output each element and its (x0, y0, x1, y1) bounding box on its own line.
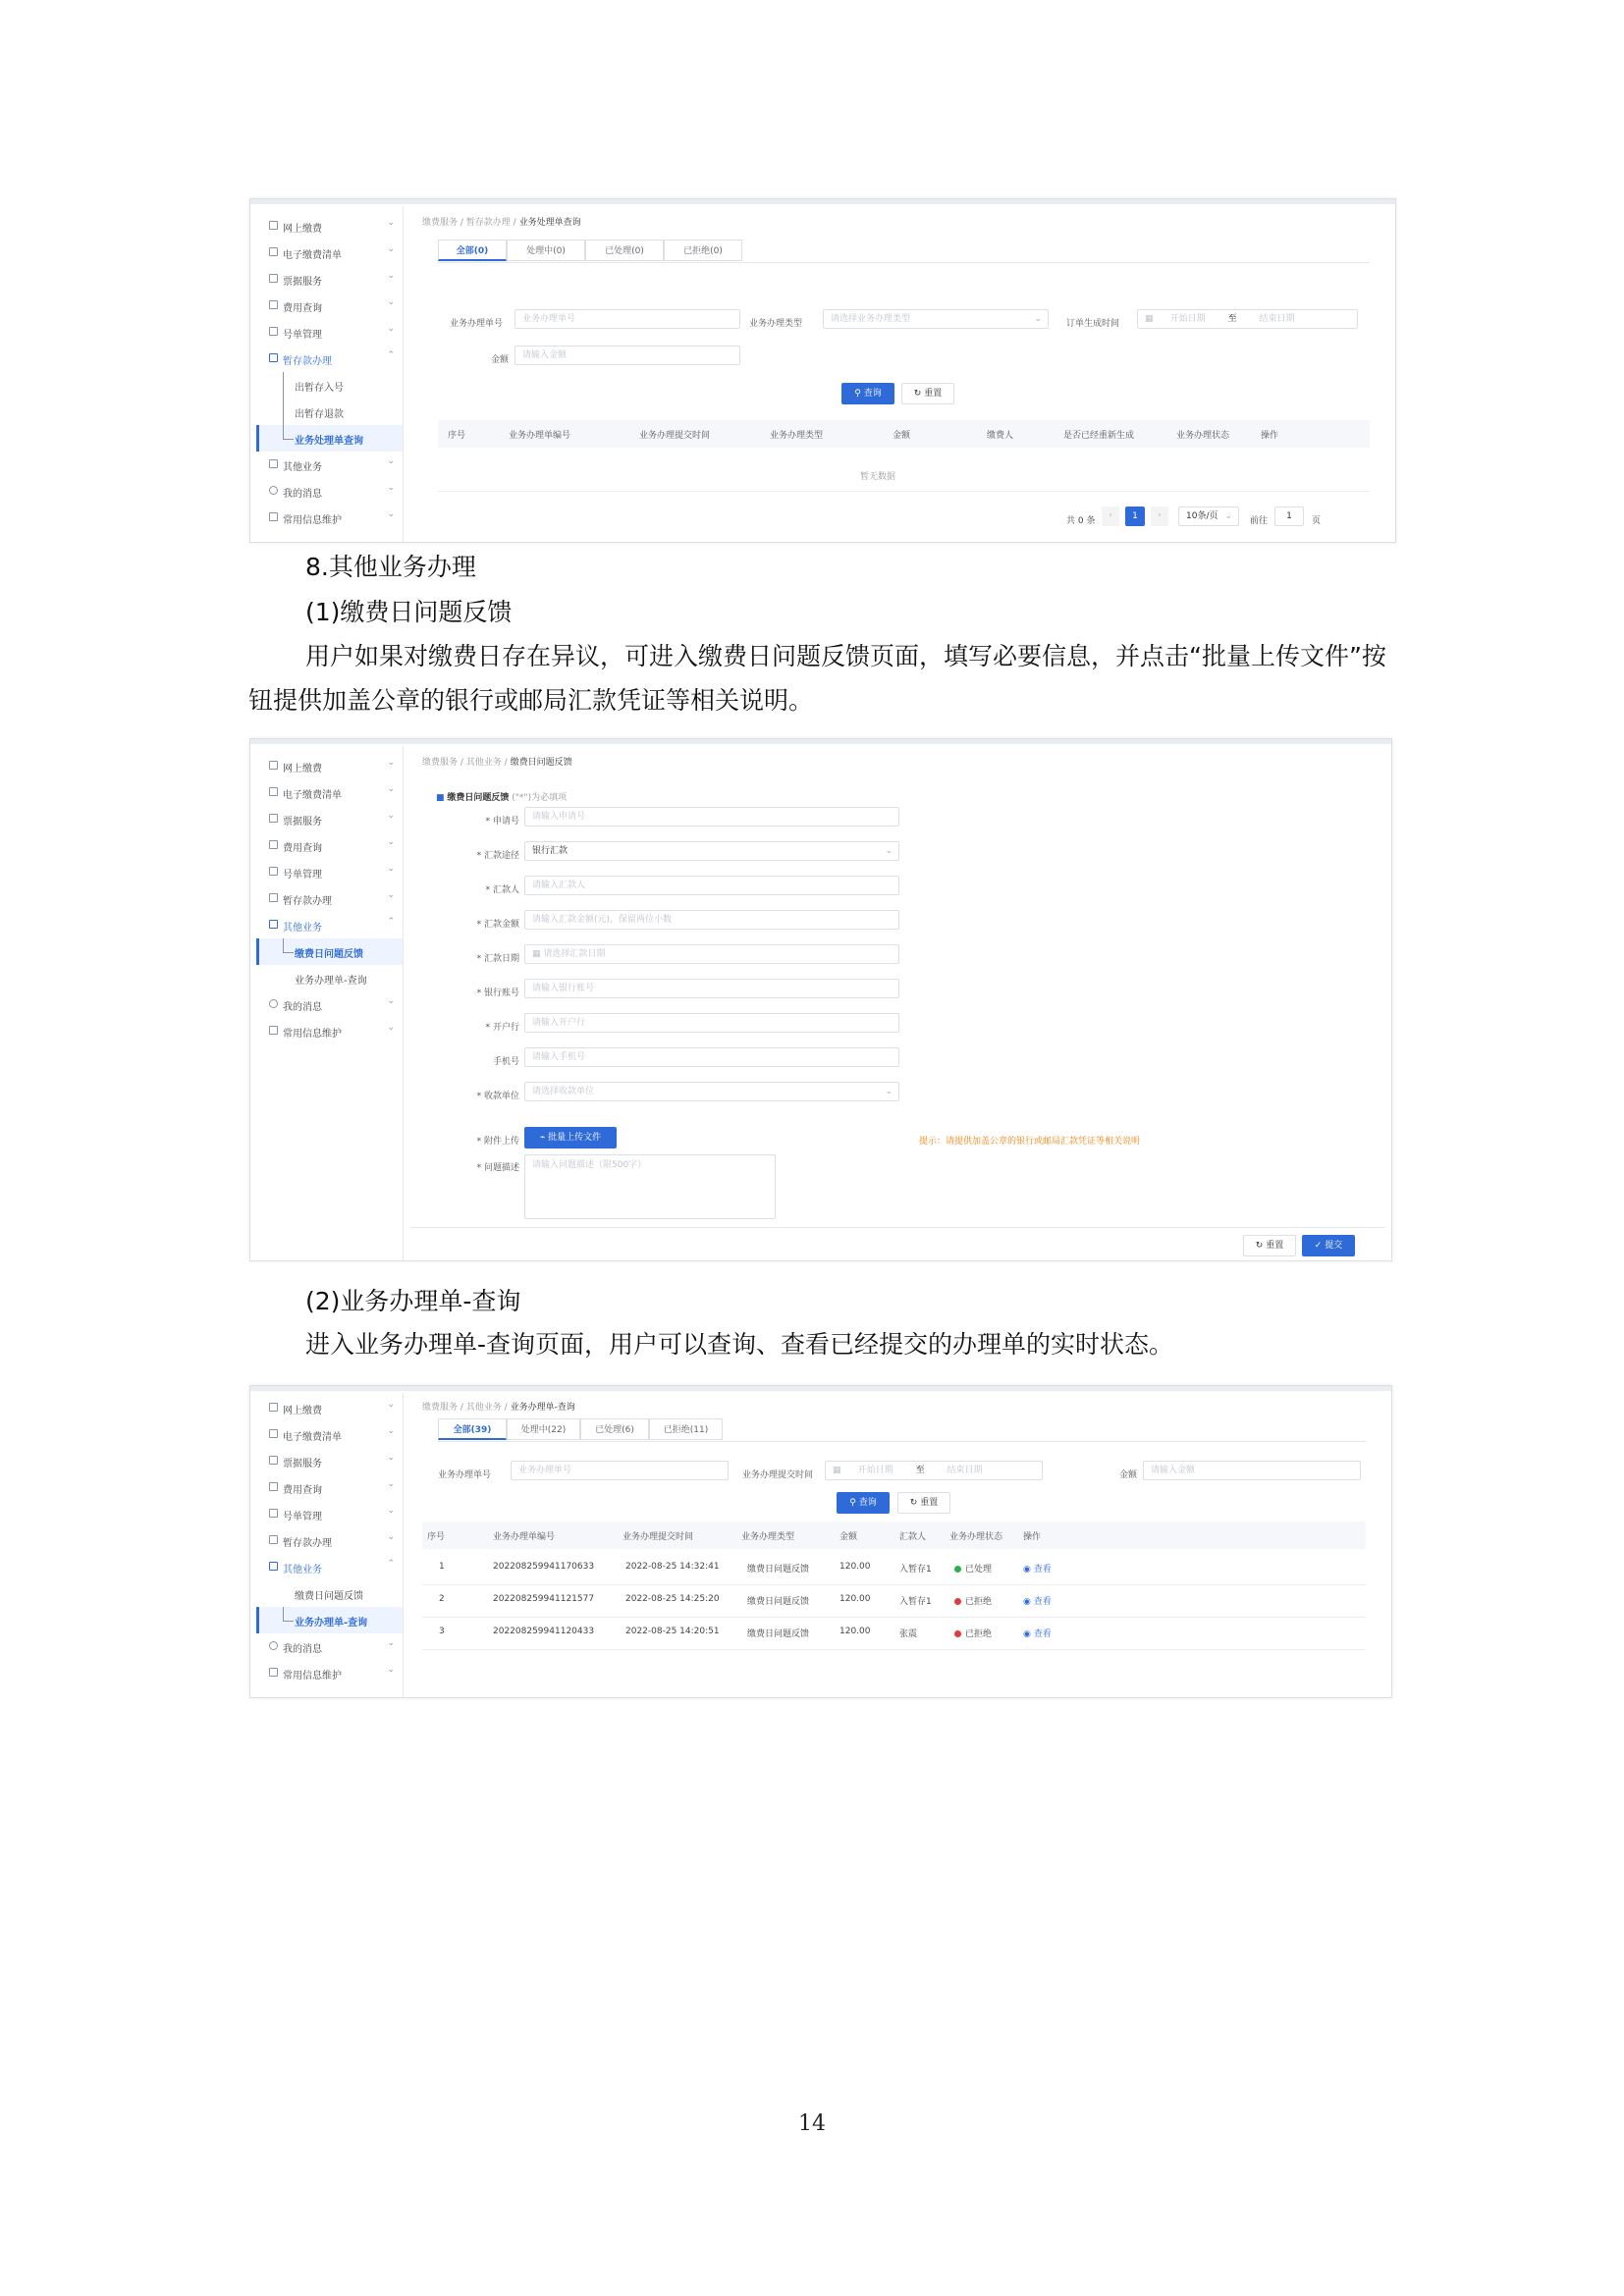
view-link[interactable]: ◉ 查看 (1023, 1597, 1052, 1607)
batch-upload-button[interactable]: ⌁ 批量上传文件 (524, 1127, 617, 1148)
col-header: 业务办理类型 (770, 431, 824, 441)
chevron-down-icon: ⌄ (387, 837, 395, 847)
type-select[interactable]: 请选择业务办理类型 ⌄ (823, 309, 1049, 329)
form-field-input[interactable]: 请输入汇款金额(元)，保留两位小数 (524, 910, 899, 930)
chevron-down-icon: ⌄ (387, 244, 395, 254)
form-field-label: * 银行账号 (476, 988, 519, 998)
chevron-down-icon: ⌄ (387, 1665, 395, 1675)
breadcrumb-item[interactable]: 其他业务 (465, 1403, 502, 1413)
form-field-input[interactable]: 请输入开户行 (524, 1013, 899, 1033)
edit-icon (269, 1026, 278, 1035)
sidebar-item-e-bill[interactable]: 电子缴费清单 ⌄ (256, 240, 403, 266)
eye-icon: ◉ (1023, 1629, 1034, 1639)
search-button[interactable]: ⚲ 查询 (837, 1492, 890, 1514)
breadcrumb: 缴费服务 / 其他业务 / 业务办理单-查询 (422, 1403, 575, 1413)
pager-total: 共 0 条 (1066, 516, 1096, 526)
invoice-icon (269, 1456, 278, 1465)
sidebar-item-messages[interactable]: 我的消息 ⌄ (256, 1633, 403, 1660)
section-heading: 8.其他业务办理 (305, 553, 476, 581)
cell-time: 2022-08-25 14:20:51 (625, 1627, 720, 1636)
status-dot (954, 1566, 961, 1573)
screenshot-order-query (249, 1385, 1392, 1698)
pager-goto-label: 前往 (1250, 516, 1269, 526)
col-header: 业务办理状态 (949, 1532, 1003, 1542)
chevron-down-icon: ⌄ (1224, 511, 1232, 521)
search-doc-icon (269, 300, 278, 309)
sidebar-item-e-bill[interactable]: 电子缴费清单 ⌄ (256, 1421, 403, 1448)
form-field-label: * 开户行 (485, 1023, 519, 1033)
form-field-select[interactable]: 请选择收款单位 ⌄ (524, 1082, 899, 1101)
form-field-label: * 汇款途径 (476, 851, 519, 861)
refresh-icon: ↻ (1255, 1241, 1264, 1251)
main-content (410, 1393, 1385, 1697)
wallet-icon (269, 221, 278, 230)
chevron-down-icon: ⌄ (387, 456, 395, 466)
chevron-down-icon: ⌄ (387, 890, 395, 900)
paragraph-2: 进入业务办理单-查询页面，用户可以查询、查看已经提交的办理单的实时状态。 (305, 1330, 1174, 1359)
col-header: 汇款人 (899, 1532, 927, 1542)
tab-all[interactable]: 全部(39) (438, 1418, 507, 1440)
col-header: 业务办理提交时间 (639, 431, 711, 441)
col-header: 缴费人 (987, 431, 1014, 441)
sidebar-item-invoice[interactable]: 票据服务 ⌄ (256, 266, 403, 293)
table-row (422, 1584, 1366, 1618)
tab-processed[interactable]: 已处理(0) (585, 240, 664, 261)
pager-page-1[interactable]: 1 (1125, 507, 1145, 526)
message-icon (269, 1641, 278, 1650)
breadcrumb-item[interactable]: 缴费服务 (422, 218, 459, 228)
search-doc-icon (269, 1482, 278, 1491)
cell-status: 已拒绝 (954, 1594, 992, 1607)
breadcrumb-item[interactable]: 暂存款办理 (465, 218, 511, 228)
col-header: 金额 (839, 1532, 858, 1542)
sidebar-item-number-mgmt[interactable]: 号单管理 ⌄ (256, 319, 403, 346)
sidebar-item-common-info[interactable]: 常用信息维护 ⌄ (256, 1660, 403, 1686)
main-content (410, 206, 1389, 542)
amount-input[interactable]: 请输入金额 (514, 346, 740, 365)
col-header: 业务办理提交时间 (623, 1532, 694, 1542)
paragraph-1: 用户如果对缴费日存在异议，可进入缴费日问题反馈页面，填写必要信息，并点击“批量上传文件”按钮提供加盖公章的银行或邮局汇款凭证等相关说明。 (248, 642, 1386, 715)
cell-no: 3 (439, 1627, 445, 1636)
amount-input[interactable]: 请输入金额 (1143, 1461, 1361, 1480)
cell-no: 1 (439, 1562, 445, 1572)
col-header: 金额 (893, 431, 911, 441)
col-header: 业务办理类型 (741, 1532, 795, 1542)
sidebar-item-deposit[interactable]: 暂存款办理 ⌃ (256, 346, 403, 372)
cell-amount: 120.00 (839, 1627, 871, 1636)
page-number: 14 (798, 2111, 826, 2136)
screenshot-deposit-query (249, 198, 1396, 543)
paperclip-icon: ⌁ (539, 1133, 546, 1143)
briefcase-icon (269, 1562, 278, 1571)
number-icon (269, 1509, 278, 1518)
chevron-down-icon: ⌄ (885, 846, 893, 856)
message-icon (269, 486, 278, 495)
tab-all[interactable]: 全部(0) (438, 240, 507, 261)
refresh-icon: ↻ (909, 1498, 918, 1508)
tree-line (283, 399, 294, 425)
sidebar (256, 206, 404, 542)
form-section-title: ■ 缴费日问题反馈 ("*")为必填项 (436, 793, 568, 803)
submit-button[interactable]: ✓ 提交 (1302, 1235, 1355, 1256)
date-range-picker[interactable]: ▦ 开始日期 至 结束日期 (1137, 309, 1358, 329)
chevron-down-icon: ⌄ (387, 1532, 395, 1542)
breadcrumb: 缴费服务 / 暂存款办理 / 业务处理单查询 (422, 218, 581, 228)
cell-status: 已拒绝 (954, 1627, 992, 1639)
form-field-label: * 申请号 (485, 817, 519, 827)
tab-processing[interactable]: 处理中(0) (507, 240, 585, 261)
sidebar-item-other[interactable]: 其他业务 ⌃ (256, 1554, 403, 1580)
list-icon (269, 1429, 278, 1438)
sidebar-subitem-deposit-query[interactable]: 业务处理单查询 (256, 425, 403, 452)
chevron-down-icon: ⌄ (387, 297, 395, 307)
chevron-down-icon: ⌄ (387, 1638, 395, 1648)
date-label: 业务办理提交时间 (742, 1470, 814, 1480)
form-field-input[interactable]: 请输入汇款人 (524, 876, 899, 895)
order-no-input[interactable]: 业务办理单号 (511, 1461, 729, 1480)
form-field-label: * 汇款金额 (476, 920, 519, 930)
form-field-date[interactable]: ▦ 请选择汇款日期 (524, 944, 899, 964)
sidebar-subitem-order-query[interactable]: 业务办理单-查询 (295, 976, 367, 987)
cell-payer: 入暂存1 (899, 1597, 932, 1607)
sidebar (256, 746, 404, 1260)
sidebar-item-messages[interactable]: 我的消息 ⌄ (256, 991, 403, 1018)
cell-payer: 张震 (899, 1629, 918, 1639)
upload-label: * 附件上传 (476, 1137, 519, 1147)
list-icon (269, 247, 278, 256)
sidebar-item-invoice[interactable]: 票据服务 ⌄ (256, 806, 403, 832)
check-icon: ✓ (1314, 1241, 1323, 1251)
cell-type: 缴费日问题反馈 (747, 1565, 810, 1575)
chevron-down-icon: ⌄ (387, 1479, 395, 1489)
breadcrumb-item[interactable]: 缴费服务 (422, 1403, 459, 1413)
chevron-down-icon: ⌄ (885, 1087, 893, 1096)
briefcase-icon (269, 459, 278, 468)
reset-button[interactable]: ↻ 重置 (901, 383, 954, 404)
sidebar-item-online-payment[interactable]: 网上缴费 ⌄ (256, 1395, 403, 1421)
cell-no: 2 (439, 1594, 445, 1604)
chevron-down-icon: ⌄ (387, 811, 395, 821)
message-icon (269, 999, 278, 1008)
sidebar-item-messages[interactable]: 我的消息 ⌄ (256, 478, 403, 505)
eye-icon: ◉ (1023, 1565, 1034, 1575)
subsection-heading-1: (1)缴费日问题反馈 (305, 598, 513, 626)
sidebar-item-fee-query[interactable]: 费用查询 ⌄ (256, 832, 403, 859)
cell-id: 202208259941121577 (493, 1594, 595, 1604)
table-row (422, 1617, 1366, 1650)
upload-tip: 提示：请提供加盖公章的银行或邮局汇款凭证等相关说明 (919, 1137, 1141, 1147)
col-header: 操作 (1261, 431, 1279, 441)
sidebar-item-other[interactable]: 其他业务 ⌄ (256, 452, 403, 478)
edit-icon (269, 512, 278, 521)
order-no-label: 业务办理单号 (438, 1470, 492, 1480)
form-field-label: * 汇款日期 (476, 954, 519, 964)
search-doc-icon (269, 840, 278, 849)
pager-next-button[interactable]: › (1151, 507, 1168, 526)
cell-payer: 入暂存1 (899, 1565, 932, 1575)
chevron-down-icon: ⌄ (387, 509, 395, 519)
cell-time: 2022-08-25 14:32:41 (625, 1562, 720, 1572)
deposit-icon (269, 353, 278, 362)
amount-label: 金额 (491, 355, 510, 365)
date-label: 订单生成时间 (1066, 319, 1120, 329)
pager-goto-input[interactable]: 1 (1274, 507, 1304, 526)
search-button[interactable]: ⚲ 查询 (841, 383, 894, 404)
empty-table-text: 暂无数据 (860, 472, 896, 482)
desc-label: * 问题描述 (476, 1163, 519, 1173)
sidebar-item-other[interactable]: 其他业务 ⌃ (256, 912, 403, 938)
page-size-select[interactable]: 10条/页 ⌄ (1178, 507, 1239, 526)
chevron-up-icon: ⌃ (387, 350, 395, 360)
list-icon (269, 787, 278, 796)
cell-amount: 120.00 (839, 1562, 871, 1572)
chevron-down-icon: ⌄ (387, 1400, 395, 1410)
chevron-down-icon: ⌄ (387, 483, 395, 493)
view-link[interactable]: ◉ 查看 (1023, 1629, 1052, 1639)
order-no-label: 业务办理单号 (450, 319, 504, 329)
sidebar-item-number-mgmt[interactable]: 号单管理 ⌄ (256, 1501, 403, 1527)
chevron-down-icon: ⌄ (387, 271, 395, 281)
deposit-icon (269, 1535, 278, 1544)
table-header (438, 420, 1370, 448)
tabs-divider (438, 1441, 1366, 1442)
cell-id: 202208259941170633 (493, 1562, 595, 1572)
footer-divider (410, 1227, 1385, 1228)
cell-type: 缴费日问题反馈 (747, 1597, 810, 1607)
cell-amount: 120.00 (839, 1594, 871, 1604)
table-row (422, 1552, 1366, 1585)
form-field-input[interactable]: 请输入手机号 (524, 1047, 899, 1067)
calendar-icon: ▦ (833, 1466, 841, 1475)
number-icon (269, 867, 278, 876)
chevron-down-icon: ⌄ (387, 758, 395, 768)
chevron-down-icon: ⌄ (387, 218, 395, 228)
sidebar (256, 1393, 404, 1697)
sidebar-item-online-payment[interactable]: 网上缴费 ⌄ (256, 213, 403, 240)
sidebar-subitem-deposit-refund[interactable]: 出暂存退款 (256, 399, 403, 425)
form-field-select[interactable]: 银行汇款 ⌄ (524, 841, 899, 861)
amount-label: 金额 (1119, 1470, 1138, 1480)
order-no-input[interactable]: 业务办理单号 (514, 309, 740, 329)
subsection-heading-2: (2)业务办理单-查询 (305, 1287, 521, 1315)
form-field-label: * 汇款人 (485, 885, 519, 895)
chevron-up-icon: ⌃ (387, 1559, 395, 1569)
view-link[interactable]: ◉ 查看 (1023, 1565, 1052, 1575)
search-icon: ⚲ (849, 1498, 856, 1508)
breadcrumb: 缴费服务 / 其他业务 / 缴费日问题反馈 (422, 758, 572, 768)
chevron-down-icon: ⌄ (387, 996, 395, 1006)
col-header: 业务办理状态 (1176, 431, 1230, 441)
sidebar-subitem-feedback[interactable]: 缴费日问题反馈 (295, 1591, 363, 1602)
invoice-icon (269, 814, 278, 823)
cell-status: 已处理 (954, 1562, 992, 1575)
main-content (410, 746, 1385, 1260)
edit-icon (269, 1668, 278, 1677)
form-field-input[interactable]: 请输入银行账号 (524, 979, 899, 998)
sidebar-item-number-mgmt[interactable]: 号单管理 ⌄ (256, 859, 403, 885)
breadcrumb-current: 缴费日问题反馈 (510, 758, 572, 768)
eye-icon: ◉ (1023, 1597, 1034, 1607)
col-header: 业务办理单编号 (493, 1532, 556, 1542)
reset-button[interactable]: ↻ 重置 (1243, 1235, 1296, 1256)
tree-line (283, 938, 294, 953)
table-bottom-border (438, 491, 1370, 492)
form-field-label: * 收款单位 (476, 1092, 519, 1101)
chevron-down-icon: ⌄ (387, 1023, 395, 1033)
col-header: 序号 (448, 431, 466, 441)
chevron-up-icon: ⌃ (387, 917, 395, 927)
calendar-icon: ▦ (1145, 314, 1154, 324)
tab-rejected[interactable]: 已拒绝(11) (649, 1418, 723, 1440)
tree-line (283, 1607, 294, 1622)
sidebar-subitem-deposit-in[interactable]: 出暂存入号 (256, 372, 403, 399)
screenshot-feedback-form (249, 738, 1392, 1261)
cell-type: 缴费日问题反馈 (747, 1629, 810, 1639)
sidebar-item-common-info[interactable]: 常用信息维护 ⌄ (256, 1018, 403, 1044)
breadcrumb-current: 业务处理单查询 (518, 218, 581, 228)
type-label: 业务办理类型 (749, 319, 803, 329)
pager-unit-label: 页 (1312, 516, 1322, 526)
chevron-down-icon: ⌄ (387, 864, 395, 874)
tab-processed[interactable]: 已处理(6) (580, 1418, 649, 1440)
tab-processing[interactable]: 处理中(22) (507, 1418, 580, 1440)
status-dot (954, 1598, 961, 1605)
col-header: 操作 (1023, 1532, 1042, 1542)
chevron-down-icon: ⌄ (387, 1453, 395, 1463)
chevron-down-icon: ⌄ (387, 1506, 395, 1516)
chevron-down-icon: ⌄ (1034, 314, 1042, 324)
tab-rejected[interactable]: 已拒绝(0) (664, 240, 742, 261)
sidebar-item-deposit[interactable]: 暂存款办理 ⌄ (256, 885, 403, 912)
sidebar-item-e-bill[interactable]: 电子缴费清单 ⌄ (256, 779, 403, 806)
col-header: 业务办理单编号 (509, 431, 571, 441)
window-frame (250, 1386, 1391, 1391)
refresh-icon: ↻ (913, 389, 922, 399)
briefcase-icon (269, 920, 278, 929)
breadcrumb-current: 业务办理单-查询 (510, 1403, 575, 1413)
breadcrumb-item[interactable]: 其他业务 (465, 758, 502, 768)
col-header: 是否已经重新生成 (1063, 431, 1135, 441)
cell-time: 2022-08-25 14:25:20 (625, 1594, 720, 1604)
search-icon: ⚲ (854, 389, 861, 399)
sidebar-subitem-feedback[interactable]: 缴费日问题反馈 (256, 938, 403, 965)
chevron-down-icon: ⌄ (387, 1426, 395, 1436)
chevron-down-icon: ⌄ (387, 324, 395, 334)
tree-line (283, 425, 294, 440)
window-frame (250, 199, 1395, 204)
sidebar-item-common-info[interactable]: 常用信息维护 ⌄ (256, 505, 403, 531)
invoice-icon (269, 274, 278, 283)
reset-button[interactable]: ↻ 重置 (897, 1492, 950, 1514)
tabs-divider (438, 262, 1370, 263)
deposit-icon (269, 893, 278, 902)
date-range-picker[interactable]: ▦ 开始日期 至 结束日期 (825, 1461, 1043, 1480)
sidebar-item-fee-query[interactable]: 费用查询 ⌄ (256, 1474, 403, 1501)
table-header (422, 1522, 1366, 1549)
pager-prev-button[interactable]: ‹ (1102, 507, 1119, 526)
col-header: 序号 (427, 1532, 446, 1542)
status-dot (954, 1630, 961, 1637)
breadcrumb-item[interactable]: 缴费服务 (422, 758, 459, 768)
tree-line (283, 372, 294, 399)
sidebar-item-invoice[interactable]: 票据服务 ⌄ (256, 1448, 403, 1474)
cell-id: 202208259941120433 (493, 1627, 595, 1636)
form-field-input[interactable]: 请输入申请号 (524, 807, 899, 827)
sidebar-item-deposit[interactable]: 暂存款办理 ⌄ (256, 1527, 403, 1554)
form-field-label: 手机号 (492, 1057, 519, 1067)
wallet-icon (269, 1403, 278, 1412)
window-frame (250, 739, 1391, 744)
sidebar-subitem-order-query[interactable]: 业务办理单-查询 (256, 1607, 403, 1633)
problem-description-textarea[interactable]: 请输入问题描述（限500字） (524, 1154, 776, 1219)
number-icon (269, 327, 278, 336)
wallet-icon (269, 761, 278, 770)
calendar-icon: ▦ (532, 949, 544, 959)
sidebar-item-online-payment[interactable]: 网上缴费 ⌄ (256, 753, 403, 779)
chevron-down-icon: ⌄ (387, 784, 395, 794)
sidebar-item-fee-query[interactable]: 费用查询 ⌄ (256, 293, 403, 319)
